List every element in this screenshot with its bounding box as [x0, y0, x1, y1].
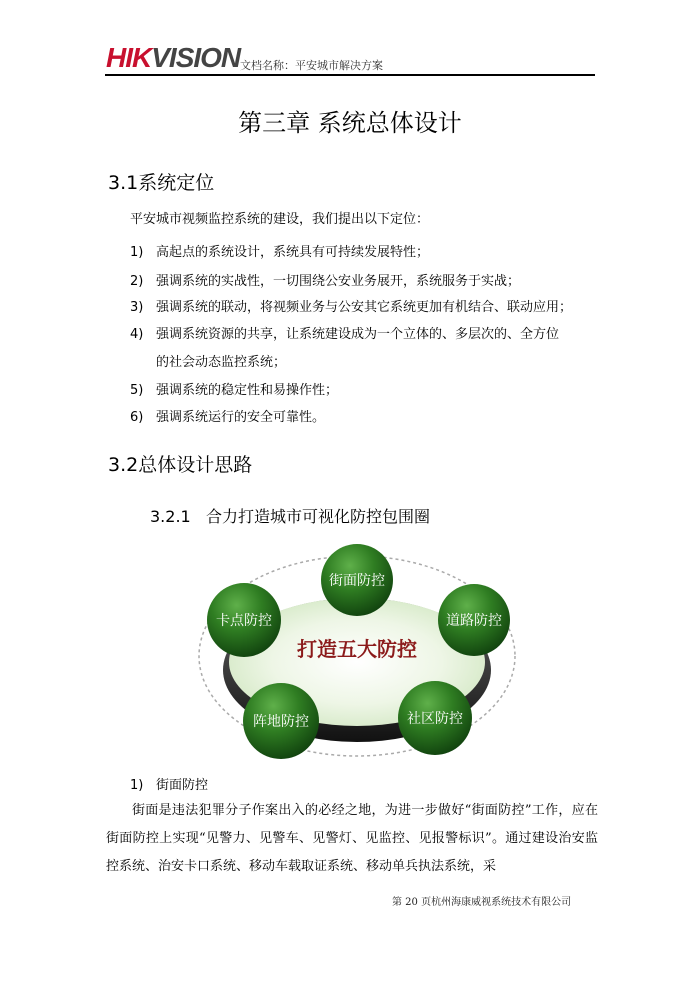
- body-paragraph: 街面是违法犯罪分子作案出入的必经之地，为进一步做好“街面防控”工作，应在街面防控上实现“见警力、见警车、见警灯、见监控、见报警标识”。通过建设治安监控系统、治安卡口系统、移动车载取证系统、移动单兵执法系统，采: [106, 803, 598, 874]
- list-item: 3) 强调系统的联动，将视频业务与公安其它系统更加有机结合、联动应用；: [130, 300, 573, 315]
- section-3-1-title: 3.1系统定位: [108, 172, 215, 194]
- list-item-continuation: 的社会动态监控系统；: [156, 355, 287, 370]
- center-label: 打造五大防控: [297, 637, 417, 661]
- subsection-3-2-1-title: 3.2.1 合力打造城市可视化防控包围圈: [150, 507, 431, 526]
- svg-text:道路防控: 道路防控: [446, 613, 502, 629]
- svg-text:社区防控: 社区防控: [407, 711, 463, 727]
- node-checkpoint: [207, 583, 281, 657]
- section-3-2-title: 3.2总体设计思路: [108, 454, 253, 476]
- list-item: 1) 高起点的系统设计，系统具有可持续发展特性；: [130, 245, 430, 260]
- svg-text:阵地防控: 阵地防控: [253, 714, 309, 730]
- list-item: 4) 强调系统资源的共享，让系统建设成为一个立体的、多层次的、全方位: [130, 327, 560, 342]
- section-intro: 平安城市视频监控系统的建设，我们提出以下定位：: [130, 212, 430, 227]
- list-item: 5) 强调系统的稳定性和易操作性；: [130, 383, 339, 398]
- hikvision-logo: HIKVISION: [106, 42, 241, 73]
- list-item: 6) 强调系统运行的安全可靠性。: [130, 410, 326, 425]
- header-divider: [105, 74, 595, 76]
- chapter-title: 第三章 系统总体设计: [238, 109, 462, 137]
- document-name: 文档名称：平安城市解决方案: [240, 59, 383, 72]
- node-position: [243, 683, 319, 759]
- five-defenses-diagram: [195, 538, 520, 780]
- subitem-title: 1) 街面防控: [130, 778, 209, 793]
- page-footer: 第 20 页杭州海康威视系统技术有限公司: [392, 897, 572, 908]
- svg-text:卡点防控: 卡点防控: [216, 613, 272, 629]
- node-street: [321, 544, 393, 616]
- svg-text:街面防控: 街面防控: [329, 573, 385, 589]
- list-item: 2) 强调系统的实战性，一切围绕公安业务展开，系统服务于实战；: [130, 274, 521, 289]
- node-road: [438, 584, 510, 656]
- node-community: [398, 681, 472, 755]
